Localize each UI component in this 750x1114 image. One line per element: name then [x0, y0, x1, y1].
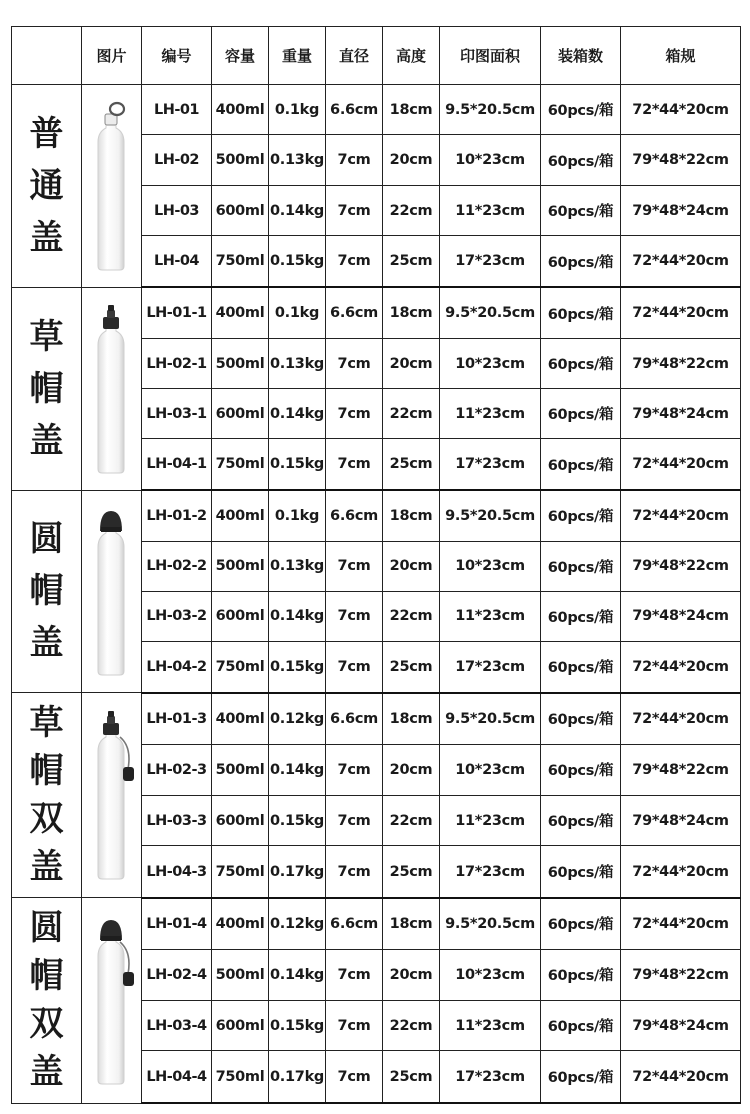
product-code: LH-03-3	[142, 795, 212, 846]
header-weight: 重量	[269, 27, 326, 85]
weight-value: 0.1kg	[269, 287, 326, 338]
diameter-value: 7cm	[326, 591, 383, 641]
weight-value: 0.13kg	[269, 541, 326, 591]
height-value: 18cm	[383, 287, 440, 338]
cap-type-char: 圆	[29, 908, 64, 949]
height-value: 25cm	[383, 236, 440, 288]
aluminum-bottle-round-double-cap-icon	[82, 898, 142, 1103]
product-code: LH-01-3	[142, 693, 212, 745]
cap-type-char: 通	[29, 165, 64, 206]
weight-value: 0.15kg	[269, 641, 326, 692]
carton-size-value: 79*48*24cm	[621, 185, 741, 235]
pack-count-value: 60pcs/箱	[541, 339, 621, 389]
product-code: LH-01-4	[142, 898, 212, 950]
cap-type-char: 双	[29, 799, 64, 840]
capacity-value: 750ml	[212, 1051, 269, 1103]
height-value: 25cm	[383, 439, 440, 490]
height-value: 25cm	[383, 846, 440, 898]
table-row	[12, 898, 741, 950]
height-value: 25cm	[383, 641, 440, 692]
weight-value: 0.12kg	[269, 898, 326, 950]
pack-count-value: 60pcs/箱	[541, 591, 621, 641]
header-height: 高度	[383, 27, 440, 85]
print-area-value: 17*23cm	[440, 236, 541, 288]
print-area-value: 10*23cm	[440, 950, 541, 1001]
capacity-value: 750ml	[212, 439, 269, 490]
cap-type-char: 普	[29, 113, 64, 154]
product-code: LH-04-3	[142, 846, 212, 898]
diameter-value: 7cm	[326, 1051, 383, 1103]
capacity-value: 600ml	[212, 795, 269, 846]
bottle-image	[84, 98, 140, 274]
capacity-value: 750ml	[212, 846, 269, 898]
capacity-value: 600ml	[212, 1000, 269, 1051]
cap-type-char: 帽	[29, 956, 64, 997]
diameter-value: 7cm	[326, 1000, 383, 1051]
cap-type-char: 盖	[29, 217, 64, 258]
cap-type-label	[12, 85, 82, 288]
pack-count-value: 60pcs/箱	[541, 541, 621, 591]
capacity-value: 500ml	[212, 135, 269, 185]
carton-size-value: 72*44*20cm	[621, 236, 741, 288]
pack-count-value: 60pcs/箱	[541, 693, 621, 745]
weight-value: 0.14kg	[269, 745, 326, 796]
carton-size-value: 72*44*20cm	[621, 85, 741, 135]
height-value: 22cm	[383, 795, 440, 846]
cap-type-label	[12, 287, 82, 490]
height-value: 20cm	[383, 541, 440, 591]
spec-table	[11, 26, 741, 1104]
diameter-value: 6.6cm	[326, 85, 383, 135]
capacity-value: 500ml	[212, 745, 269, 796]
diameter-value: 7cm	[326, 339, 383, 389]
header-print-area: 印图面积	[440, 27, 541, 85]
header-diameter: 直径	[326, 27, 383, 85]
cap-type-char: 盖	[29, 420, 64, 461]
diameter-value: 6.6cm	[326, 490, 383, 541]
product-code: LH-04-1	[142, 439, 212, 490]
carton-size-value: 79*48*22cm	[621, 950, 741, 1001]
pack-count-value: 60pcs/箱	[541, 439, 621, 490]
carton-size-value: 72*44*20cm	[621, 846, 741, 898]
print-area-value: 9.5*20.5cm	[440, 693, 541, 745]
pack-count-value: 60pcs/箱	[541, 236, 621, 288]
pack-count-value: 60pcs/箱	[541, 185, 621, 235]
carton-size-value: 72*44*20cm	[621, 693, 741, 745]
weight-value: 0.15kg	[269, 1000, 326, 1051]
weight-value: 0.14kg	[269, 591, 326, 641]
print-area-value: 17*23cm	[440, 846, 541, 898]
product-code: LH-04-4	[142, 1051, 212, 1103]
weight-value: 0.14kg	[269, 389, 326, 439]
print-area-value: 11*23cm	[440, 591, 541, 641]
header-corner	[12, 27, 82, 85]
cap-type-char: 盖	[29, 847, 64, 888]
capacity-value: 750ml	[212, 641, 269, 692]
cap-type-char: 草	[29, 316, 64, 357]
pack-count-value: 60pcs/箱	[541, 846, 621, 898]
weight-value: 0.15kg	[269, 439, 326, 490]
height-value: 18cm	[383, 85, 440, 135]
bottle-image	[84, 301, 140, 477]
diameter-value: 6.6cm	[326, 287, 383, 338]
pack-count-value: 60pcs/箱	[541, 950, 621, 1001]
print-area-value: 10*23cm	[440, 339, 541, 389]
aluminum-bottle-round-cap-icon	[82, 490, 142, 693]
diameter-value: 7cm	[326, 795, 383, 846]
height-value: 22cm	[383, 185, 440, 235]
height-value: 25cm	[383, 1051, 440, 1103]
print-area-value: 17*23cm	[440, 439, 541, 490]
cap-type-char: 帽	[29, 368, 64, 409]
weight-value: 0.15kg	[269, 795, 326, 846]
print-area-value: 9.5*20.5cm	[440, 287, 541, 338]
print-area-value: 11*23cm	[440, 1000, 541, 1051]
pack-count-value: 60pcs/箱	[541, 1051, 621, 1103]
pack-count-value: 60pcs/箱	[541, 135, 621, 185]
spec-sheet	[11, 26, 740, 1104]
header-pack-count: 装箱数	[541, 27, 621, 85]
product-code: LH-03-1	[142, 389, 212, 439]
product-code: LH-02	[142, 135, 212, 185]
carton-size-value: 79*48*24cm	[621, 591, 741, 641]
spec-table-body	[12, 85, 741, 1104]
carton-size-value: 79*48*24cm	[621, 1000, 741, 1051]
bottle-image	[84, 707, 140, 883]
header-image: 图片	[82, 27, 142, 85]
print-area-value: 9.5*20.5cm	[440, 490, 541, 541]
capacity-value: 500ml	[212, 339, 269, 389]
capacity-value: 400ml	[212, 898, 269, 950]
product-code: LH-03-2	[142, 591, 212, 641]
product-code: LH-04-2	[142, 641, 212, 692]
print-area-value: 17*23cm	[440, 1051, 541, 1103]
carton-size-value: 72*44*20cm	[621, 1051, 741, 1103]
product-code: LH-01-2	[142, 490, 212, 541]
capacity-value: 400ml	[212, 490, 269, 541]
header-carton-size: 箱规	[621, 27, 741, 85]
diameter-value: 7cm	[326, 541, 383, 591]
cap-type-label	[12, 693, 82, 898]
pack-count-value: 60pcs/箱	[541, 1000, 621, 1051]
weight-value: 0.17kg	[269, 1051, 326, 1103]
weight-value: 0.13kg	[269, 339, 326, 389]
print-area-value: 10*23cm	[440, 541, 541, 591]
capacity-value: 500ml	[212, 541, 269, 591]
pack-count-value: 60pcs/箱	[541, 85, 621, 135]
pack-count-value: 60pcs/箱	[541, 287, 621, 338]
pack-count-value: 60pcs/箱	[541, 389, 621, 439]
header-row	[12, 27, 741, 85]
pack-count-value: 60pcs/箱	[541, 745, 621, 796]
carton-size-value: 79*48*22cm	[621, 339, 741, 389]
product-code: LH-04	[142, 236, 212, 288]
print-area-value: 11*23cm	[440, 795, 541, 846]
capacity-value: 600ml	[212, 185, 269, 235]
table-row	[12, 85, 741, 135]
bottle-image	[84, 912, 140, 1088]
weight-value: 0.1kg	[269, 490, 326, 541]
height-value: 20cm	[383, 339, 440, 389]
capacity-value: 750ml	[212, 236, 269, 288]
print-area-value: 9.5*20.5cm	[440, 898, 541, 950]
height-value: 18cm	[383, 490, 440, 541]
capacity-value: 400ml	[212, 693, 269, 745]
carton-size-value: 72*44*20cm	[621, 898, 741, 950]
carton-size-value: 79*48*22cm	[621, 745, 741, 796]
carton-size-value: 72*44*20cm	[621, 439, 741, 490]
cap-type-char: 盖	[29, 1052, 64, 1093]
aluminum-bottle-sport-cap-icon	[82, 287, 142, 490]
cap-type-label	[12, 490, 82, 693]
print-area-value: 17*23cm	[440, 641, 541, 692]
height-value: 20cm	[383, 745, 440, 796]
cap-type-char: 帽	[29, 751, 64, 792]
header-capacity: 容量	[212, 27, 269, 85]
height-value: 22cm	[383, 591, 440, 641]
diameter-value: 7cm	[326, 641, 383, 692]
pack-count-value: 60pcs/箱	[541, 898, 621, 950]
pack-count-value: 60pcs/箱	[541, 795, 621, 846]
product-code: LH-02-4	[142, 950, 212, 1001]
height-value: 20cm	[383, 135, 440, 185]
diameter-value: 7cm	[326, 389, 383, 439]
diameter-value: 7cm	[326, 950, 383, 1001]
capacity-value: 500ml	[212, 950, 269, 1001]
diameter-value: 7cm	[326, 846, 383, 898]
product-code: LH-02-3	[142, 745, 212, 796]
capacity-value: 400ml	[212, 287, 269, 338]
print-area-value: 11*23cm	[440, 389, 541, 439]
print-area-value: 11*23cm	[440, 185, 541, 235]
diameter-value: 7cm	[326, 135, 383, 185]
product-code: LH-01	[142, 85, 212, 135]
product-code: LH-01-1	[142, 287, 212, 338]
product-code: LH-02-1	[142, 339, 212, 389]
aluminum-bottle-sport-double-cap-icon	[82, 693, 142, 898]
pack-count-value: 60pcs/箱	[541, 641, 621, 692]
cap-type-char: 双	[29, 1004, 64, 1045]
height-value: 18cm	[383, 898, 440, 950]
height-value: 20cm	[383, 950, 440, 1001]
weight-value: 0.13kg	[269, 135, 326, 185]
weight-value: 0.14kg	[269, 185, 326, 235]
product-code: LH-03-4	[142, 1000, 212, 1051]
table-row	[12, 693, 741, 745]
height-value: 18cm	[383, 693, 440, 745]
weight-value: 0.14kg	[269, 950, 326, 1001]
aluminum-bottle-carabiner-cap-icon	[82, 85, 142, 288]
print-area-value: 10*23cm	[440, 745, 541, 796]
cap-type-char: 盖	[29, 623, 64, 664]
carton-size-value: 79*48*22cm	[621, 135, 741, 185]
cap-type-label	[12, 898, 82, 1103]
product-code: LH-02-2	[142, 541, 212, 591]
bottle-image	[84, 503, 140, 679]
diameter-value: 7cm	[326, 745, 383, 796]
pack-count-value: 60pcs/箱	[541, 490, 621, 541]
cap-type-char: 帽	[29, 571, 64, 612]
carton-size-value: 79*48*24cm	[621, 389, 741, 439]
carton-size-value: 72*44*20cm	[621, 287, 741, 338]
height-value: 22cm	[383, 389, 440, 439]
capacity-value: 600ml	[212, 591, 269, 641]
capacity-value: 400ml	[212, 85, 269, 135]
diameter-value: 6.6cm	[326, 898, 383, 950]
weight-value: 0.1kg	[269, 85, 326, 135]
product-code: LH-03	[142, 185, 212, 235]
carton-size-value: 72*44*20cm	[621, 641, 741, 692]
weight-value: 0.12kg	[269, 693, 326, 745]
diameter-value: 7cm	[326, 185, 383, 235]
carton-size-value: 72*44*20cm	[621, 490, 741, 541]
height-value: 22cm	[383, 1000, 440, 1051]
weight-value: 0.17kg	[269, 846, 326, 898]
table-row	[12, 490, 741, 541]
capacity-value: 600ml	[212, 389, 269, 439]
cap-type-char: 草	[29, 703, 64, 744]
diameter-value: 6.6cm	[326, 693, 383, 745]
diameter-value: 7cm	[326, 439, 383, 490]
carton-size-value: 79*48*24cm	[621, 795, 741, 846]
header-code: 编号	[142, 27, 212, 85]
diameter-value: 7cm	[326, 236, 383, 288]
print-area-value: 10*23cm	[440, 135, 541, 185]
carton-size-value: 79*48*22cm	[621, 541, 741, 591]
print-area-value: 9.5*20.5cm	[440, 85, 541, 135]
table-row	[12, 287, 741, 338]
weight-value: 0.15kg	[269, 236, 326, 288]
cap-type-char: 圆	[29, 519, 64, 560]
